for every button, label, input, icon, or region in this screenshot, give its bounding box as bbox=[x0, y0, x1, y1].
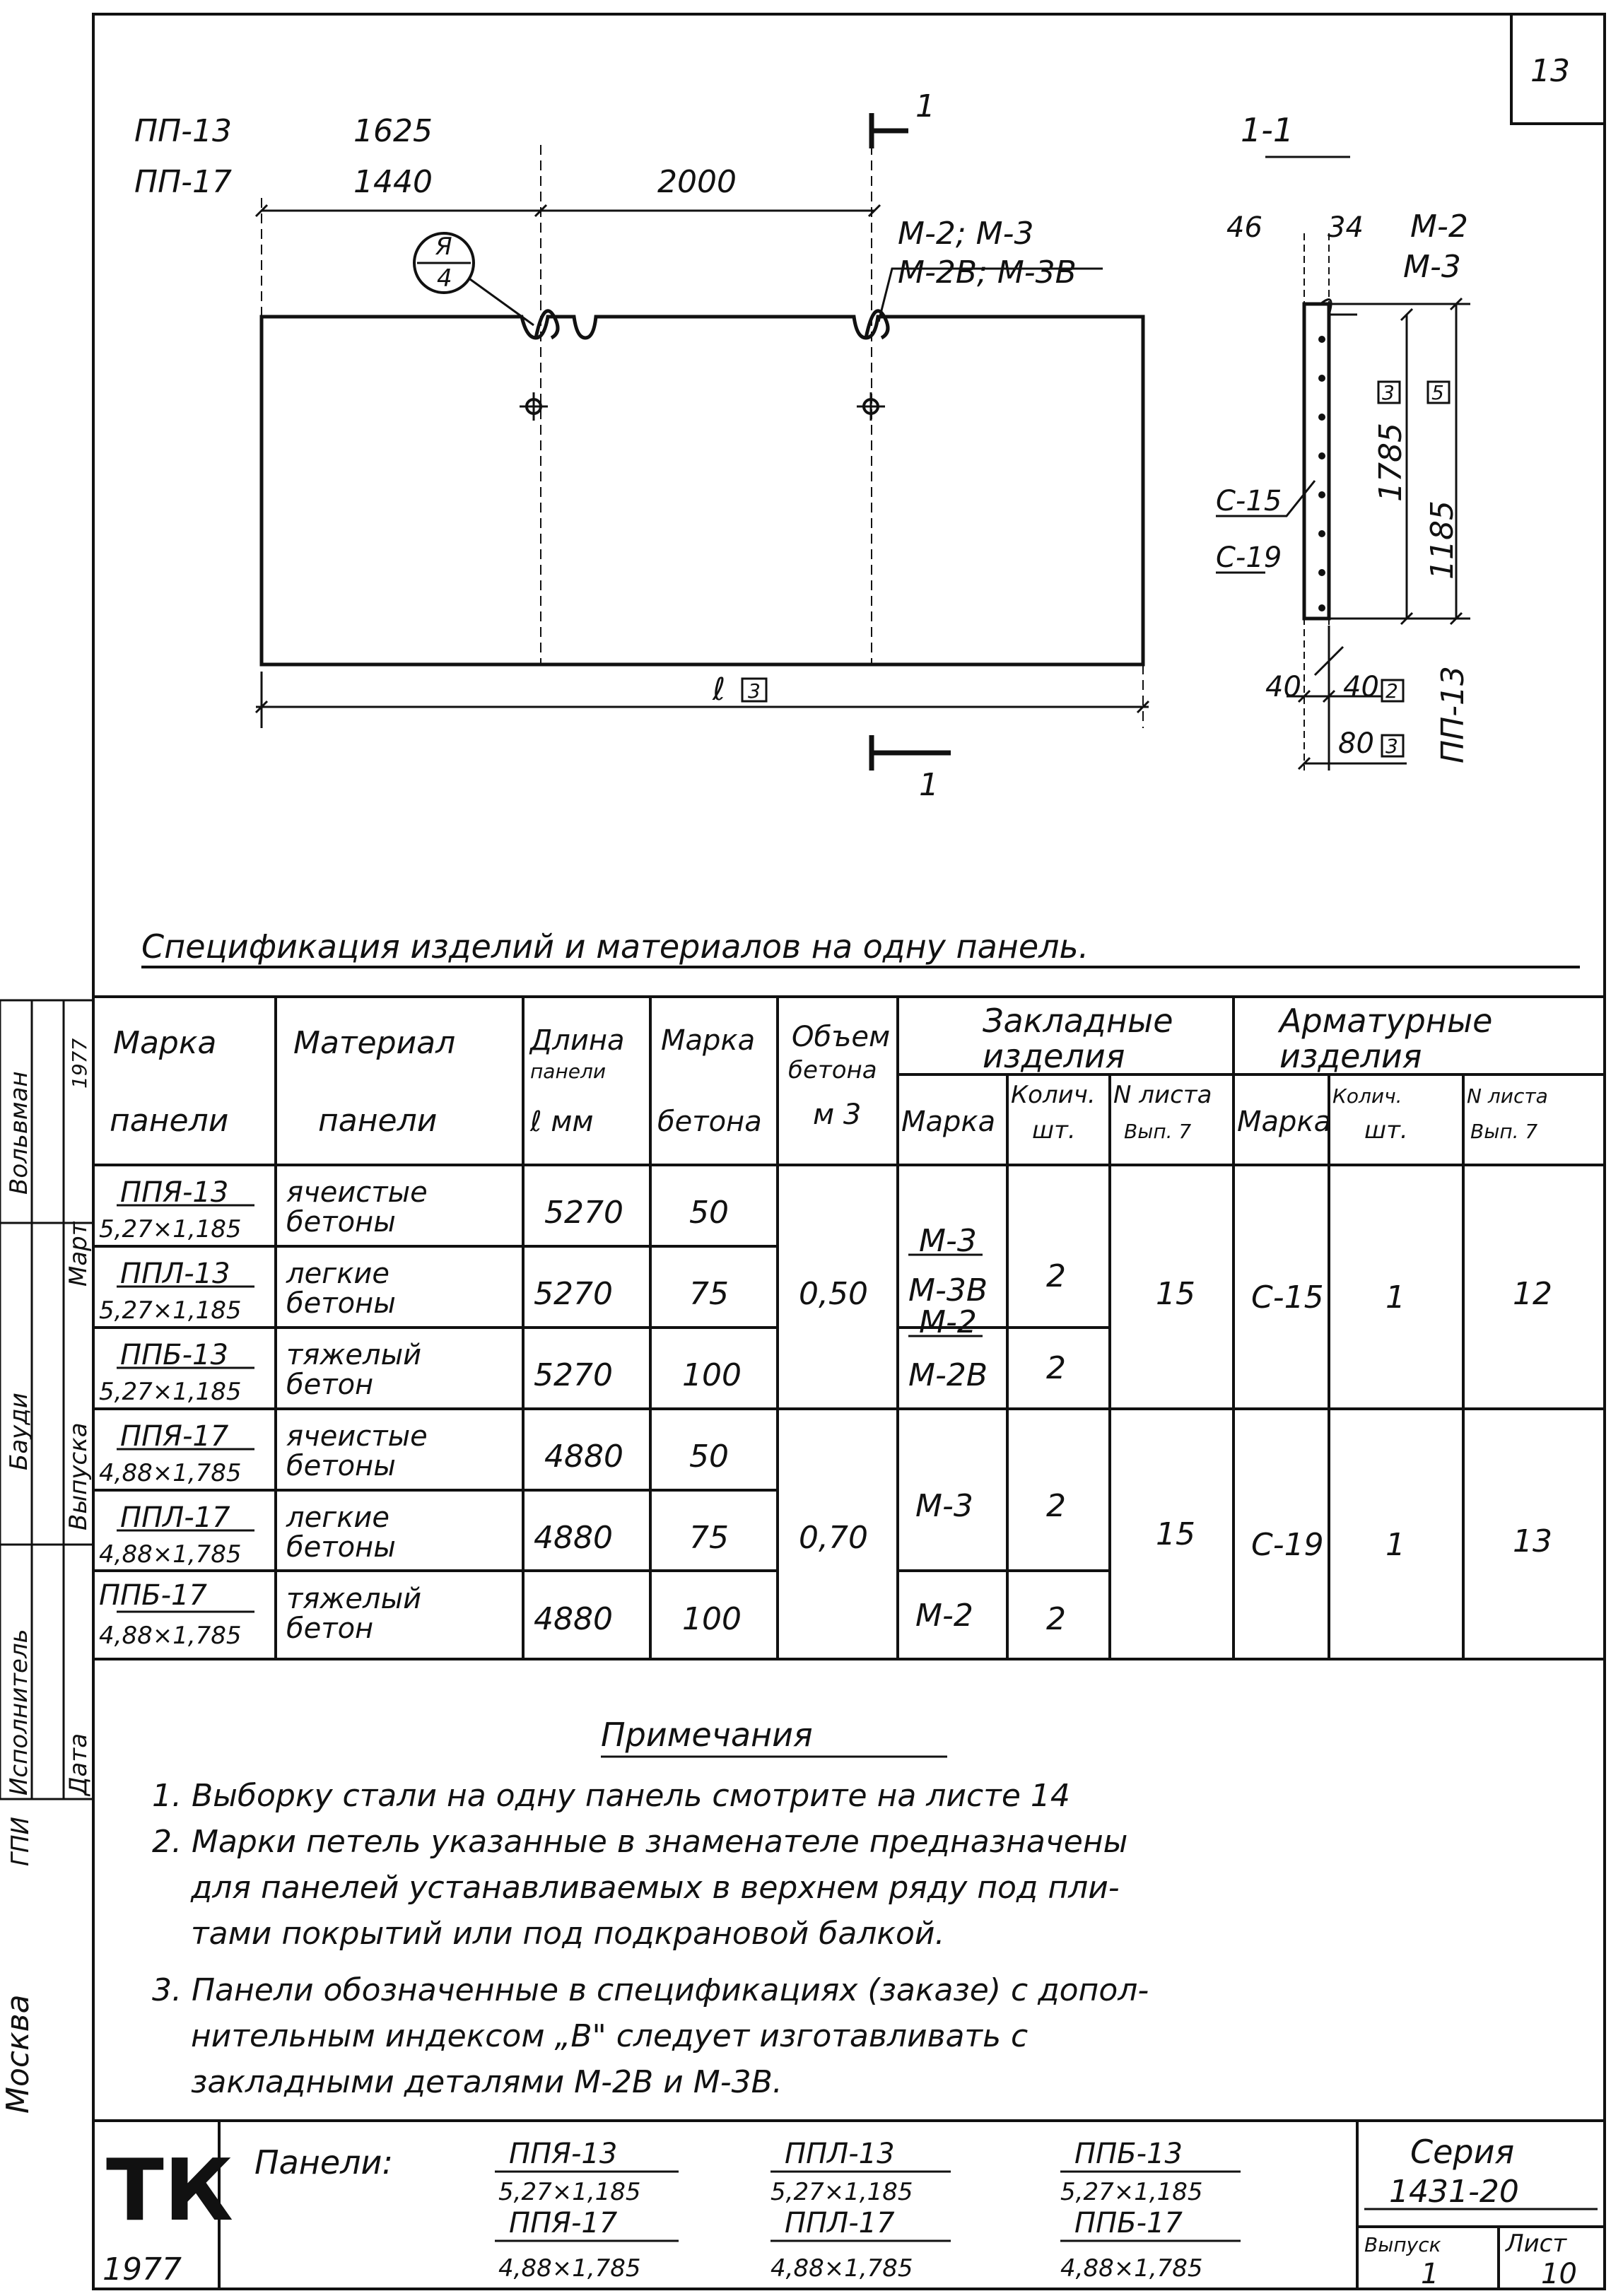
hdr-length-1: Длина bbox=[530, 1024, 625, 1057]
note-line: закладными деталями М-2В и М-3В. bbox=[191, 2064, 783, 2100]
group-emb-b-mark: М-2 bbox=[919, 1304, 977, 1340]
group-reb-sheet: 13 bbox=[1513, 1523, 1552, 1559]
group-reb-mark: С-15 bbox=[1251, 1279, 1324, 1316]
section-height-2: 1185 bbox=[1424, 500, 1460, 580]
hdr-reinf-2: изделия bbox=[1279, 1037, 1422, 1075]
issue-label: Выпуск bbox=[1364, 2233, 1441, 2256]
panel-13-ppb: ППБ-13 bbox=[1074, 2138, 1183, 2170]
section-dim-bottom-3: 80 bbox=[1338, 727, 1374, 760]
section-rebar-1: С-15 bbox=[1216, 485, 1282, 517]
row-brand: ППЯ-17 bbox=[120, 1420, 229, 1453]
hdr-reb-qty-1: Колич. bbox=[1332, 1084, 1402, 1108]
loop-marks-1: М-2; М-3 bbox=[898, 216, 1034, 252]
hdr-brand-1: Марка bbox=[113, 1025, 217, 1061]
hdr-reb-mark: Марка bbox=[1237, 1106, 1332, 1138]
sheet-number: 13 bbox=[1530, 53, 1570, 89]
group-reb-sheet: 12 bbox=[1513, 1276, 1552, 1312]
panel-17-ppya-size: 4,88×1,785 bbox=[498, 2254, 641, 2283]
group-emb-a-qty: 2 bbox=[1046, 1258, 1066, 1294]
notes-title: Примечания bbox=[601, 1716, 813, 1754]
row-concrete: 50 bbox=[689, 1195, 729, 1231]
section-dim-top-right: 34 bbox=[1328, 211, 1364, 244]
note-line: для панелей устанавливаемых в верхнем ряду под пли- bbox=[191, 1870, 1120, 1906]
row-concrete: 75 bbox=[689, 1520, 729, 1556]
section-rebar-dots bbox=[1318, 336, 1325, 611]
dim-spacing: 2000 bbox=[657, 164, 737, 200]
group-emb-a-qty: 2 bbox=[1046, 1488, 1066, 1524]
spec-title: Спецификация изделий и материалов на одну панель. bbox=[141, 927, 1089, 966]
panel-13-ppya-size: 5,27×1,185 bbox=[498, 2178, 641, 2206]
length-label: ℓ bbox=[713, 672, 726, 708]
series-label: Серия bbox=[1410, 2133, 1515, 2171]
hdr-reinf-1: Арматурные bbox=[1279, 1002, 1493, 1040]
row-length: 5270 bbox=[534, 1357, 613, 1393]
section-loop-mark-2: М-3 bbox=[1403, 249, 1461, 285]
hdr-embedded-2: изделия bbox=[983, 1037, 1125, 1075]
row-length: 5270 bbox=[534, 1276, 613, 1312]
spec-groups bbox=[799, 1223, 1552, 1637]
note-line: 1. Выборку стали на одну панель смотрите на листе 14 bbox=[152, 1778, 1070, 1814]
stamp-label: Март bbox=[64, 1222, 93, 1287]
group-emb-sheet: 15 bbox=[1156, 1516, 1195, 1552]
panel-17-ppya: ППЯ-17 bbox=[509, 2207, 618, 2239]
row-concrete: 50 bbox=[689, 1439, 729, 1475]
title-year: 1977 bbox=[102, 2251, 182, 2288]
hdr-volume-3: м 3 bbox=[813, 1099, 862, 1131]
section-dim-bottom-1: 40 bbox=[1265, 671, 1301, 703]
brand-label-17: ПП-17 bbox=[134, 164, 233, 200]
section-height-1-box-num: 3 bbox=[1382, 381, 1395, 404]
section-dim-bottom-3-box-num: 3 bbox=[1385, 734, 1398, 758]
group-reb-mark: С-19 bbox=[1251, 1527, 1324, 1563]
row-brand: ППЯ-13 bbox=[120, 1176, 229, 1209]
note-line: 2. Марки петель указанные в знаменателе предназначены bbox=[152, 1824, 1128, 1860]
row-brand: ППБ-13 bbox=[120, 1339, 228, 1371]
hdr-reb-qty-2: шт. bbox=[1364, 1116, 1408, 1144]
hdr-reb-sheet-2: Вып. 7 bbox=[1470, 1120, 1538, 1143]
panel-17-ppl-size: 4,88×1,785 bbox=[771, 2254, 913, 2283]
row-brand: ППЛ-17 bbox=[120, 1501, 230, 1534]
group-emb-sheet: 15 bbox=[1156, 1276, 1195, 1312]
group-emb-a-mark-2: М-3В bbox=[908, 1272, 988, 1308]
group-emb-b-qty: 2 bbox=[1046, 1601, 1066, 1637]
row-length: 4880 bbox=[534, 1520, 613, 1556]
hdr-emb-sheet-1: N листа bbox=[1113, 1081, 1212, 1109]
note-line: нительным индексом „В" следует изготавливать с bbox=[191, 2018, 1029, 2054]
section-brand-vertical: ПП-13 bbox=[1435, 665, 1471, 763]
group-reb-qty: 1 bbox=[1385, 1279, 1405, 1316]
stamp-label: Выпуска bbox=[64, 1422, 93, 1530]
row-material-1: ячеистые bbox=[286, 1420, 428, 1453]
row-size: 5,27×1,185 bbox=[99, 1215, 242, 1243]
panel-elevation bbox=[256, 113, 1149, 771]
group-volume: 0,50 bbox=[799, 1276, 868, 1312]
sheet-label: Лист bbox=[1506, 2230, 1567, 2258]
hdr-emb-qty-2: шт. bbox=[1032, 1116, 1076, 1144]
length-box-num: 3 bbox=[748, 679, 761, 703]
node-mark-top: Я bbox=[435, 233, 452, 261]
brand-label-13: ПП-13 bbox=[134, 113, 233, 149]
section-title: 1-1 bbox=[1241, 111, 1294, 149]
row-material-2: бетоны bbox=[286, 1206, 396, 1238]
loop-marks-2: М-2В; М-3В bbox=[898, 254, 1077, 291]
row-material-2: бетон bbox=[286, 1369, 374, 1401]
stamp-label: Вольвман bbox=[5, 1071, 33, 1195]
row-material-1: тяжелый bbox=[286, 1339, 422, 1371]
panel-13-ppl-size: 5,27×1,185 bbox=[771, 2178, 913, 2206]
row-length: 4880 bbox=[544, 1439, 623, 1475]
hdr-concrete-1: Марка bbox=[661, 1024, 756, 1057]
stamp-label: Исполнитель bbox=[5, 1629, 33, 1796]
stamp-label: Бауди bbox=[5, 1393, 33, 1470]
title-org: ТК bbox=[106, 2142, 233, 2240]
row-brand: ППЛ-13 bbox=[120, 1258, 230, 1290]
dim-label-17: 1440 bbox=[353, 164, 433, 200]
group-emb-b-mark: М-2 bbox=[915, 1598, 973, 1634]
section-height-1: 1785 bbox=[1373, 423, 1409, 502]
row-size: 4,88×1,785 bbox=[99, 1459, 242, 1487]
row-concrete: 100 bbox=[682, 1601, 742, 1637]
hdr-brand-2: панели bbox=[110, 1103, 229, 1139]
hdr-material-1: Материал bbox=[293, 1025, 456, 1061]
row-material-1: легкие bbox=[286, 1501, 389, 1534]
hdr-concrete-2: бетона bbox=[657, 1106, 762, 1138]
section-mark-bottom: 1 bbox=[919, 767, 939, 803]
panel-17-ppb: ППБ-17 bbox=[1074, 2207, 1183, 2239]
row-size: 4,88×1,785 bbox=[99, 1622, 242, 1650]
hdr-emb-qty-1: Колич. bbox=[1011, 1081, 1096, 1109]
row-material-2: бетоны bbox=[286, 1450, 396, 1482]
title-label: Панели: bbox=[254, 2143, 393, 2181]
note-line: тами покрытий или под подкрановой балкой. bbox=[191, 1916, 945, 1952]
stamp-label: 1977 bbox=[68, 1038, 91, 1089]
panel-17-ppb-size: 4,88×1,785 bbox=[1060, 2254, 1203, 2283]
stamp-org: ГПИ bbox=[6, 1817, 35, 1866]
row-material-1: легкие bbox=[286, 1258, 389, 1290]
group-emb-b-qty: 2 bbox=[1046, 1350, 1066, 1386]
panel-13-ppb-size: 5,27×1,185 bbox=[1060, 2178, 1203, 2206]
stamp-label: Дата bbox=[64, 1733, 93, 1796]
hdr-emb-sheet-2: Вып. 7 bbox=[1124, 1120, 1192, 1143]
sheet-value: 10 bbox=[1541, 2258, 1577, 2290]
group-emb-b-mark-2: М-2В bbox=[908, 1357, 988, 1393]
node-mark-bottom: 4 bbox=[437, 264, 452, 293]
stamp-city: Москва bbox=[0, 1994, 36, 2114]
group-reb-qty: 1 bbox=[1385, 1527, 1405, 1563]
hdr-length-3: ℓ мм bbox=[530, 1106, 594, 1138]
panel-17-ppl: ППЛ-17 bbox=[785, 2207, 895, 2239]
row-material-2: бетоны bbox=[286, 1531, 396, 1564]
row-size: 5,27×1,185 bbox=[99, 1378, 242, 1406]
dim-label-13: 1625 bbox=[353, 113, 433, 149]
row-material-1: ячеистые bbox=[286, 1176, 428, 1209]
issue-value: 1 bbox=[1421, 2258, 1439, 2290]
hdr-length-2: панели bbox=[530, 1060, 607, 1083]
row-material-2: бетон bbox=[286, 1612, 374, 1645]
row-length: 5270 bbox=[544, 1195, 623, 1231]
hdr-embedded-1: Закладные bbox=[983, 1002, 1173, 1040]
row-size: 5,27×1,185 bbox=[99, 1296, 242, 1325]
hdr-emb-mark: Марка bbox=[901, 1106, 996, 1138]
group-volume: 0,70 bbox=[799, 1520, 868, 1556]
panel-13-ppya: ППЯ-13 bbox=[509, 2138, 618, 2170]
row-length: 4880 bbox=[534, 1601, 613, 1637]
group-emb-a-mark: М-3 bbox=[915, 1488, 973, 1524]
series-value: 1431-20 bbox=[1389, 2174, 1519, 2210]
hdr-volume-2: бетона bbox=[788, 1056, 877, 1084]
section-rebar-2: С-19 bbox=[1216, 541, 1282, 574]
section-dim-top-left: 46 bbox=[1226, 211, 1262, 244]
note-line: 3. Панели обозначенные в спецификациях (заказе) с допол- bbox=[152, 1972, 1149, 2008]
section-dim-bottom-2: 40 bbox=[1343, 671, 1379, 703]
section-height-2-box-num: 5 bbox=[1431, 381, 1444, 404]
panel-13-ppl: ППЛ-13 bbox=[785, 2138, 895, 2170]
section-loop-mark-1: М-2 bbox=[1410, 209, 1468, 245]
group-emb-a-mark: М-3 bbox=[919, 1223, 977, 1259]
row-size: 4,88×1,785 bbox=[99, 1540, 242, 1569]
row-concrete: 100 bbox=[682, 1357, 742, 1393]
section-dim-bottom-2-box-num: 2 bbox=[1385, 679, 1398, 703]
row-concrete: 75 bbox=[689, 1276, 729, 1312]
row-brand: ППБ-17 bbox=[99, 1579, 207, 1612]
hdr-material-2: панели bbox=[318, 1103, 438, 1139]
row-material-1: тяжелый bbox=[286, 1583, 422, 1615]
hdr-volume-1: Объем bbox=[792, 1021, 891, 1053]
row-material-2: бетоны bbox=[286, 1287, 396, 1320]
section-mark-top: 1 bbox=[915, 88, 935, 124]
hdr-reb-sheet-1: N листа bbox=[1467, 1084, 1548, 1108]
